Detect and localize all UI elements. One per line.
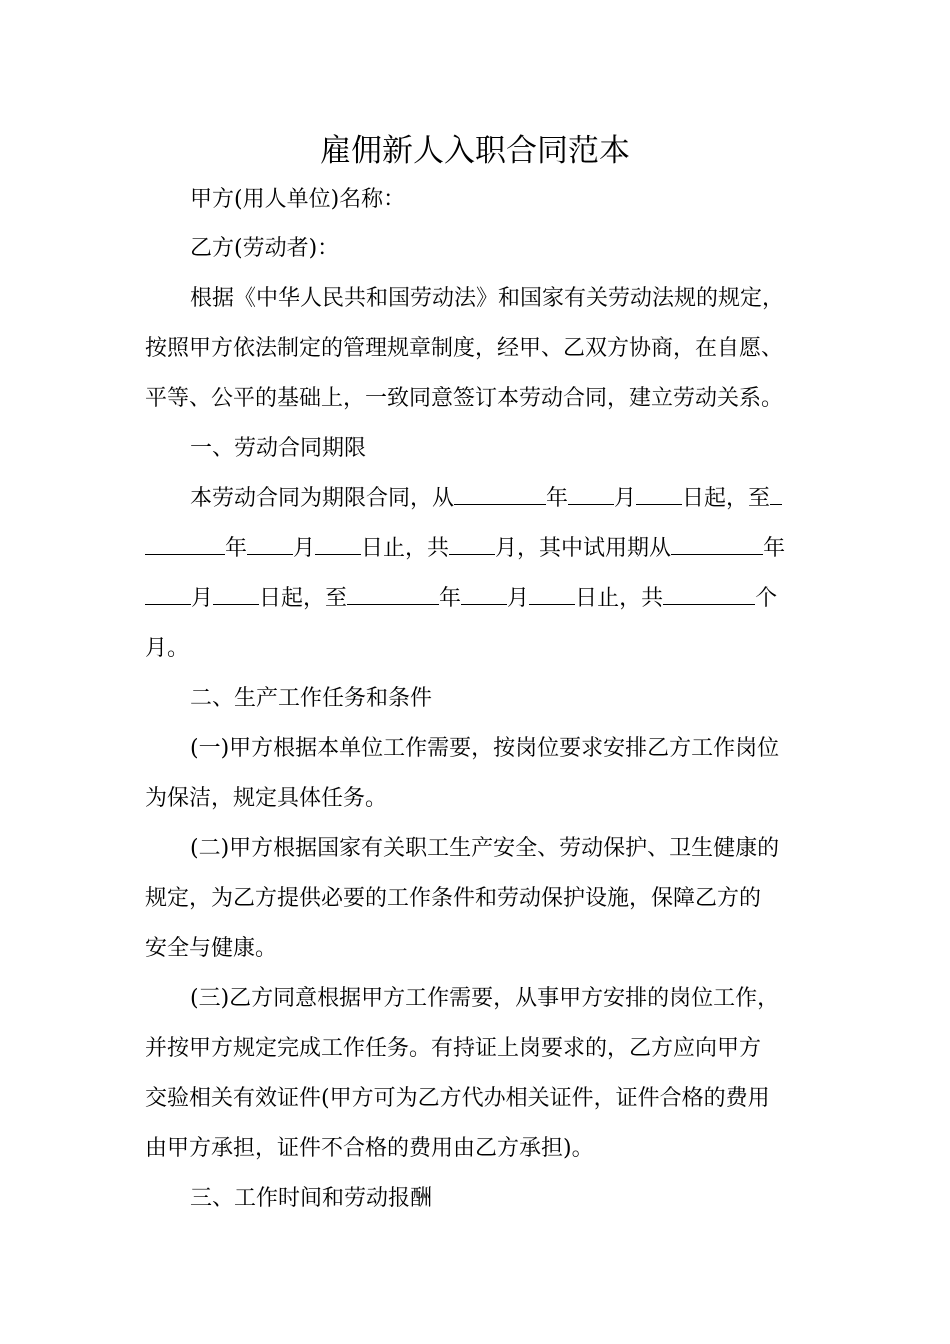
item-3-line-3: 交验相关有效证件(甲方可为乙方代办相关证件，证件合格的费用: [145, 1086, 770, 1111]
item-3-line-1: (三)乙方同意根据甲方工作需要，从事甲方安排的岗位工作，: [190, 986, 780, 1011]
party-a-line: 甲方(用人单位)名称：: [190, 187, 406, 212]
item-2-line-2: 规定，为乙方提供必要的工作条件和劳动保护设施，保障乙方的: [145, 886, 762, 911]
year-text: 年: [439, 586, 462, 611]
year-text: 年: [225, 536, 248, 561]
item-2-line-3: 安全与健康。: [145, 936, 278, 961]
day-start-text: 日起，至: [682, 486, 771, 511]
probation-total-text: 日止，共: [575, 586, 664, 611]
probation-months-blank: [663, 584, 755, 605]
probation-end-year-blank: [347, 584, 439, 605]
probation-end-day-blank: [529, 584, 575, 605]
term-line-4: 月。: [145, 636, 190, 661]
months-count-blank: [449, 534, 495, 555]
month-count-text: 月，其中试用期从: [495, 536, 672, 561]
preamble-line-3: 平等、公平的基础上，一致同意签订本劳动合同，建立劳动关系。: [145, 386, 784, 411]
probation-start-year-blank: [671, 534, 763, 555]
month-text: 月: [293, 536, 316, 561]
term-line-3: [145, 583, 777, 615]
term-line-2: [145, 533, 785, 565]
item-3-line-4: 由甲方承担，证件不合格的费用由乙方承担)。: [145, 1136, 594, 1161]
probation-to-text: 日起，至: [259, 586, 348, 611]
party-b-line: 乙方(劳动者)：: [190, 236, 340, 261]
probation-end-month-blank: [461, 584, 507, 605]
end-year-blank-part: [770, 484, 782, 505]
start-year-blank: [454, 484, 546, 505]
document-title: 雇佣新人入职合同范本: [320, 133, 630, 169]
preamble-line-1: 根据《中华人民共和国劳动法》和国家有关劳动法规的规定，: [190, 286, 785, 311]
start-day-blank: [636, 484, 682, 505]
end-day-blank: [315, 534, 361, 555]
month-text: 月: [191, 586, 214, 611]
term-line-1: [190, 483, 782, 515]
start-month-blank: [568, 484, 614, 505]
item-1-line-2: 为保洁，规定具体任务。: [145, 786, 388, 811]
term-from-text: 本劳动合同为期限合同，从: [190, 486, 455, 511]
year-text: 年: [763, 536, 786, 561]
preamble-line-2: 按照甲方依法制定的管理规章制度，经甲、乙双方协商，在自愿、: [145, 336, 784, 361]
item-3-line-2: 并按甲方规定完成工作任务。有持证上岗要求的，乙方应向甲方: [145, 1036, 762, 1061]
month-text: 月: [507, 586, 530, 611]
day-end-text: 日止，共: [361, 536, 450, 561]
item-2-line-1: (二)甲方根据国家有关职工生产安全、劳动保护、卫生健康的: [190, 836, 780, 861]
end-year-blank: [145, 534, 225, 555]
probation-start-day-blank: [213, 584, 259, 605]
section-1-heading: 一、劳动合同期限: [190, 436, 367, 461]
section-3-heading: 三、工作时间和劳动报酬: [190, 1186, 433, 1211]
item-1-line-1: (一)甲方根据本单位工作需要，按岗位要求安排乙方工作岗位: [190, 736, 780, 761]
unit-text: 个: [755, 586, 778, 611]
month-text: 月: [614, 486, 637, 511]
probation-start-month-blank: [145, 584, 191, 605]
section-2-heading: 二、生产工作任务和条件: [190, 686, 433, 711]
year-text: 年: [546, 486, 569, 511]
end-month-blank: [247, 534, 293, 555]
